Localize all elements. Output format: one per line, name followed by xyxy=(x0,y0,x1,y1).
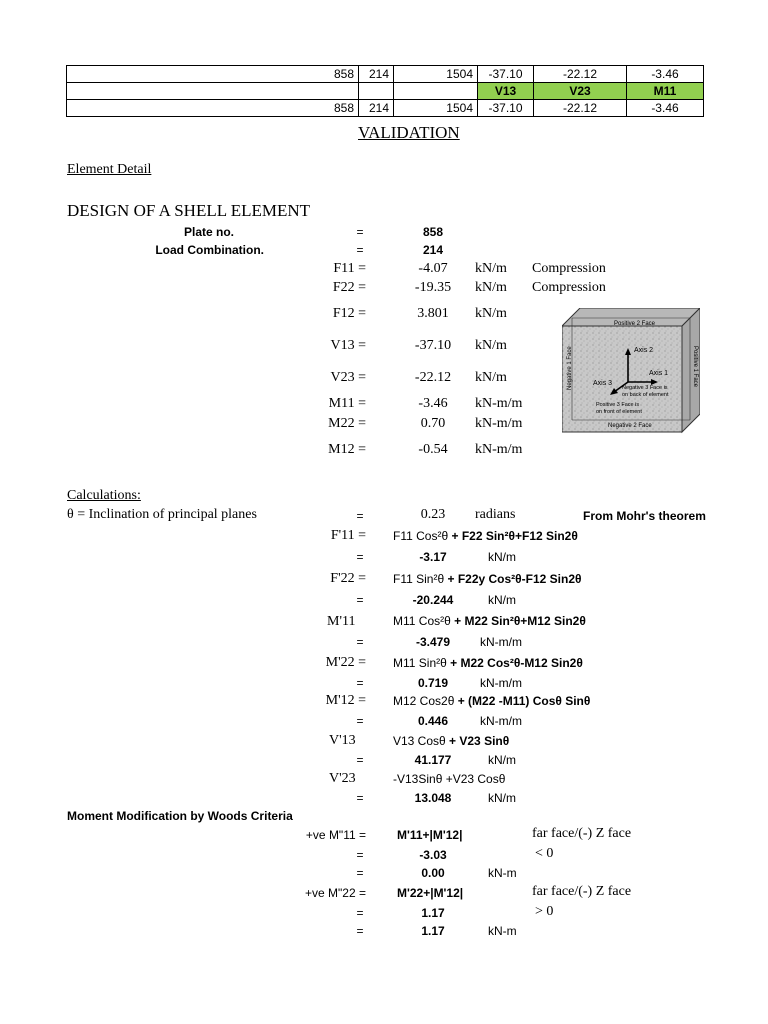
table-cell xyxy=(394,83,478,100)
positive-3-face-note: Positive 3 Face is xyxy=(596,402,640,408)
transform-eq: = xyxy=(356,635,364,649)
shell-element-figure xyxy=(562,308,700,434)
woods-m22-condition: > 0 xyxy=(535,904,554,919)
woods-m11-unit: kN-m xyxy=(488,866,517,880)
force-unit: kN/m xyxy=(475,370,507,385)
force-unit: kN-m/m xyxy=(475,442,523,457)
force-value: 3.801 xyxy=(417,306,449,321)
positive-2-face-label: Positive 2 Face xyxy=(614,321,656,327)
woods-m22-label: +ve M"22 = xyxy=(305,886,366,900)
front-face-shape xyxy=(562,326,682,432)
force-label: F22 = xyxy=(332,280,366,295)
transform-label: V'23 xyxy=(329,771,356,786)
force-label: V13 = xyxy=(330,338,366,353)
force-unit: kN-m/m xyxy=(475,396,523,411)
table-cell xyxy=(359,83,394,100)
transform-value: 0.446 xyxy=(417,714,449,728)
woods-m11-eq-2: = xyxy=(356,866,364,880)
force-value: -19.35 xyxy=(414,280,452,295)
table-cell: -22.12 xyxy=(534,100,627,117)
plate-value: 858 xyxy=(422,225,444,239)
woods-m11-value: -3.03 xyxy=(419,848,447,862)
transform-formula: V13 Cosθ + V23 Sinθ xyxy=(393,734,510,748)
plate-eq: = xyxy=(356,225,364,239)
table-cell: 858 xyxy=(67,66,359,83)
theta-value: 0.23 xyxy=(420,507,446,522)
woods-m22-eq-2: = xyxy=(356,924,364,938)
transform-formula: F11 Cos²θ + F22 Sin²θ+F12 Sin2θ xyxy=(393,529,578,543)
transform-formula: M12 Cos2θ + (M22 -M11) Cosθ Sinθ xyxy=(393,694,591,708)
transform-formula: -V13Sinθ +V23 Cosθ xyxy=(393,772,506,786)
transform-unit: kN/m xyxy=(488,753,516,767)
force-label: M11 = xyxy=(328,396,366,411)
transform-label: F'22 = xyxy=(330,571,366,586)
transform-formula: M11 Sin²θ + M22 Cos²θ-M12 Sin2θ xyxy=(393,656,583,670)
table-cell: 858 xyxy=(67,100,359,117)
plate-label: Plate no. xyxy=(183,225,234,239)
table-cell: -37.10 xyxy=(478,66,534,83)
force-label: V23 = xyxy=(330,370,366,385)
negative-2-face-label: Negative 2 Face xyxy=(608,423,652,429)
woods-heading: Moment Modification by Woods Criteria xyxy=(67,809,293,823)
transform-unit: kN/m xyxy=(488,593,516,607)
transform-eq: = xyxy=(356,676,364,690)
load-combination-label: Load Combination. xyxy=(155,243,264,257)
force-unit: kN/m xyxy=(475,306,507,321)
transform-formula: M11 Cos²θ + M22 Sin²θ+M12 Sin2θ xyxy=(393,614,586,628)
theta-note: From Mohr's theorem xyxy=(583,509,706,523)
theta-unit: radians xyxy=(475,507,516,522)
load-combination-value: 214 xyxy=(422,243,444,257)
force-label: F12 = xyxy=(332,306,366,321)
force-note: Compression xyxy=(532,280,606,295)
table-header-cell: V13 xyxy=(478,83,534,100)
force-value: -0.54 xyxy=(418,442,448,457)
theta-eq: = xyxy=(356,509,364,523)
force-value: 0.70 xyxy=(420,416,446,431)
calculations-heading: Calculations: xyxy=(67,488,141,503)
negative-3-face-note-2: on back of element xyxy=(622,392,669,398)
transform-label: F'11 = xyxy=(330,528,366,543)
transform-value: 13.048 xyxy=(414,791,452,805)
negative-1-face-label: Negative 1 Face xyxy=(567,346,573,390)
transform-eq: = xyxy=(356,753,364,767)
element-detail-heading: Element Detail xyxy=(67,162,152,177)
table-cell: -3.46 xyxy=(627,66,704,83)
force-value: -22.12 xyxy=(414,370,452,385)
force-label: M22 = xyxy=(328,416,366,431)
transform-label: M'12 = xyxy=(325,693,366,708)
woods-m22-result: 1.17 xyxy=(421,924,445,938)
table-cell: -37.10 xyxy=(478,100,534,117)
transform-eq: = xyxy=(356,714,364,728)
design-heading: DESIGN OF A SHELL ELEMENT xyxy=(67,201,311,220)
force-value: -4.07 xyxy=(418,261,448,276)
transform-value: -3.17 xyxy=(419,550,447,564)
woods-m22-eq: = xyxy=(356,906,364,920)
table-cell: -3.46 xyxy=(627,100,704,117)
woods-m11-label: +ve M"11 = xyxy=(305,828,366,842)
force-unit: kN/m xyxy=(475,261,507,276)
force-unit: kN/m xyxy=(475,280,507,295)
transform-unit: kN-m/m xyxy=(480,714,522,728)
table-row xyxy=(67,100,704,117)
transform-eq: = xyxy=(356,550,364,564)
force-unit: kN/m xyxy=(475,338,507,353)
transform-value: -3.479 xyxy=(415,635,451,649)
transform-label: V'13 xyxy=(329,733,356,748)
woods-m11-eq: = xyxy=(356,848,364,862)
negative-3-face-note: Negative 3 Face is xyxy=(622,385,668,391)
table-cell: 1504 xyxy=(394,100,478,117)
transform-unit: kN-m/m xyxy=(480,635,522,649)
transform-label: M'11 xyxy=(327,614,356,629)
transform-label: M'22 = xyxy=(325,655,366,670)
force-value: -37.10 xyxy=(414,338,452,353)
positive-1-face-label: Positive 1 Face xyxy=(692,346,698,388)
table-header-row xyxy=(67,83,704,100)
table-cell: 1504 xyxy=(394,66,478,83)
theta-label: θ = Inclination of principal planes xyxy=(67,507,257,522)
table-header-cell: M11 xyxy=(627,83,704,100)
transform-value: 41.177 xyxy=(414,753,452,767)
transform-formula: F11 Sin²θ + F22y Cos²θ-F12 Sin2θ xyxy=(393,572,582,586)
woods-m11-formula: M'11+|M'12| xyxy=(397,828,463,842)
transform-unit: kN/m xyxy=(488,791,516,805)
woods-m22-unit: kN-m xyxy=(488,924,517,938)
force-label: M12 = xyxy=(328,442,366,457)
axis-3-label: Axis 3 xyxy=(593,380,613,387)
woods-m22-value: 1.17 xyxy=(421,906,445,920)
results-table xyxy=(66,65,704,117)
woods-m22-note: far face/(-) Z face xyxy=(532,884,632,899)
transform-eq: = xyxy=(356,593,364,607)
table-cell: 214 xyxy=(359,100,394,117)
woods-m11-condition: < 0 xyxy=(535,846,554,861)
transform-value: -20.244 xyxy=(412,593,454,607)
woods-m22-formula: M'22+|M'12| xyxy=(397,886,464,900)
positive-3-face-note-2: on front of element xyxy=(596,409,642,415)
table-cell xyxy=(67,83,359,100)
transform-eq: = xyxy=(356,791,364,805)
force-value: -3.46 xyxy=(418,396,448,411)
transform-unit: kN/m xyxy=(488,550,516,564)
page-title: VALIDATION xyxy=(358,123,460,142)
table-header-cell: V23 xyxy=(534,83,627,100)
force-label: F11 = xyxy=(333,261,366,276)
axis-1-label: Axis 1 xyxy=(649,370,669,377)
woods-m11-note: far face/(-) Z face xyxy=(532,826,632,841)
axis-2-label: Axis 2 xyxy=(634,347,654,354)
table-cell: -22.12 xyxy=(534,66,627,83)
force-note: Compression xyxy=(532,261,606,276)
transform-unit: kN-m/m xyxy=(480,676,522,690)
table-row xyxy=(67,66,704,83)
table-cell: 214 xyxy=(359,66,394,83)
force-unit: kN-m/m xyxy=(475,416,523,431)
load-combination-eq: = xyxy=(356,243,364,257)
transform-value: 0.719 xyxy=(417,676,449,690)
woods-m11-result: 0.00 xyxy=(421,866,445,880)
